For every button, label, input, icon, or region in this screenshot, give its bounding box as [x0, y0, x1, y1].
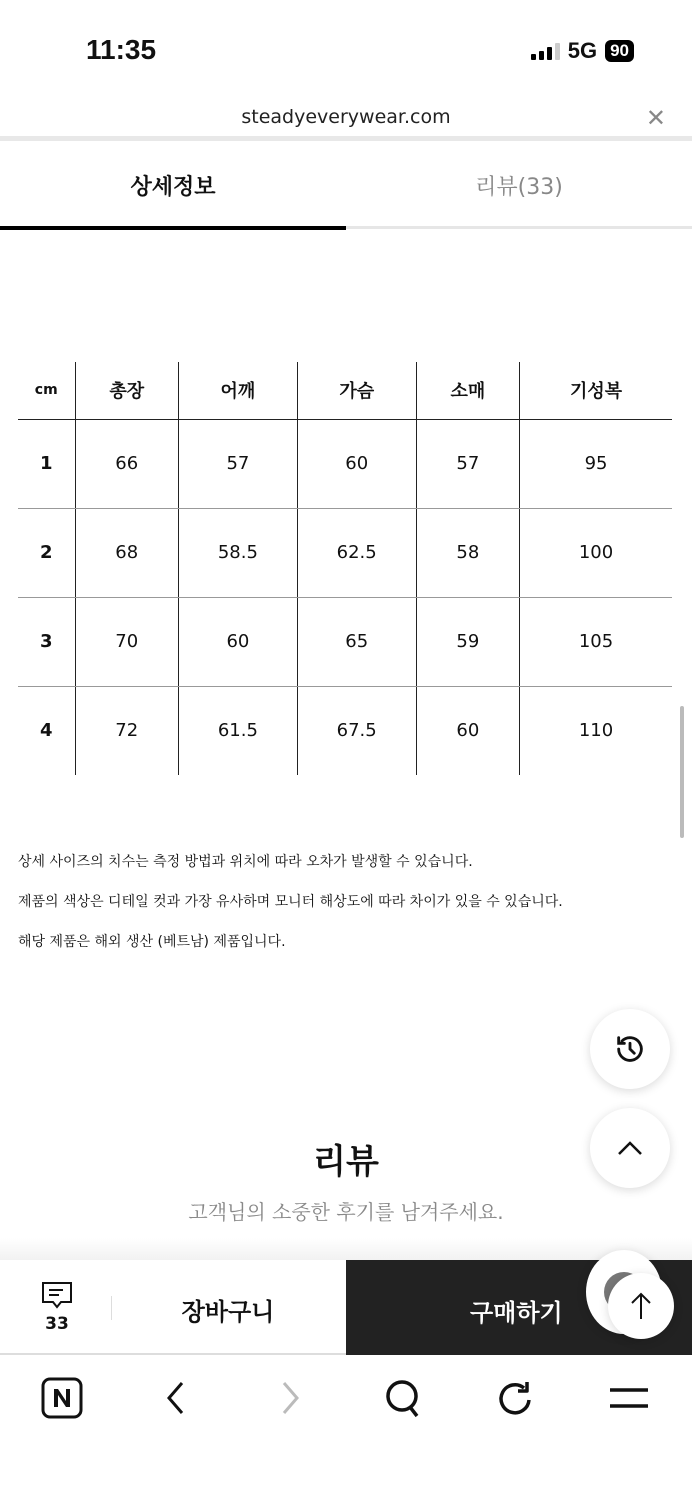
- naver-icon: [41, 1377, 83, 1419]
- url-bar[interactable]: steadyeverywear.com: [241, 106, 451, 128]
- menu-button[interactable]: [594, 1376, 664, 1420]
- close-icon[interactable]: ✕: [645, 104, 666, 132]
- buy-label: 구매하기: [470, 1299, 563, 1327]
- note-text: 해당 제품은 해외 생산 (베트남) 제품입니다.: [18, 934, 286, 950]
- header-cell: 소매: [416, 362, 519, 419]
- review-title: 리뷰: [313, 1142, 379, 1182]
- header-cell: 총장: [75, 362, 178, 419]
- table-cell: 67.5: [297, 686, 416, 775]
- note-text: 제품의 색상은 디테일 컷과 가장 유사하며 모니터 해상도에 따라 차이가 있을 수 있습니다.: [18, 894, 563, 910]
- table-row: [18, 508, 672, 597]
- network-label: 5G: [567, 38, 598, 63]
- search-icon: [383, 1377, 423, 1419]
- signal-icon: [531, 42, 560, 60]
- table-cell: 59: [416, 597, 519, 686]
- table-cell: 105: [520, 597, 672, 686]
- header-cell: 기성복: [520, 362, 672, 419]
- table-cell: 4: [39, 720, 53, 742]
- forward-button[interactable]: [255, 1376, 325, 1420]
- arrow-up-icon: [629, 1291, 653, 1321]
- table-cell: 61.5: [178, 686, 297, 775]
- chevron-right-icon: [278, 1380, 302, 1416]
- tab-reviews[interactable]: 리뷰(33): [475, 175, 563, 200]
- status-time: 11:35: [86, 34, 157, 65]
- header-cell: 어깨: [178, 362, 297, 419]
- history-icon: [613, 1032, 647, 1066]
- header-cell: cm: [18, 362, 75, 419]
- divider: [111, 1296, 112, 1320]
- review-count: 33: [45, 1314, 69, 1334]
- reload-icon: [497, 1378, 535, 1418]
- search-button[interactable]: [368, 1376, 438, 1420]
- table-row: [18, 597, 672, 686]
- tab-details[interactable]: 상세정보: [130, 175, 216, 200]
- table-cell: 57: [178, 419, 297, 508]
- table-cell: 100: [520, 508, 672, 597]
- table-cell: 58: [416, 508, 519, 597]
- divider: [0, 136, 692, 141]
- recent-history-button[interactable]: [590, 1009, 670, 1089]
- reload-button[interactable]: [481, 1376, 551, 1420]
- table-cell: 2: [18, 508, 75, 597]
- table-row: [18, 419, 672, 508]
- table-cell: 68: [75, 508, 178, 597]
- naver-home-button[interactable]: [27, 1376, 97, 1420]
- table-cell: 70: [75, 597, 178, 686]
- table-row: [18, 686, 672, 775]
- cart-button[interactable]: 장바구니: [181, 1298, 275, 1326]
- chevron-left-icon: [164, 1380, 188, 1416]
- table-cell: 58.5: [178, 508, 297, 597]
- scroll-top-button[interactable]: [608, 1273, 674, 1339]
- battery-icon: 90: [605, 40, 634, 62]
- shadow: [0, 1238, 692, 1260]
- active-tab-indicator: [0, 226, 346, 230]
- table-cell: 72: [75, 686, 178, 775]
- table-cell: 57: [416, 419, 519, 508]
- table-cell: 60: [297, 419, 416, 508]
- size-table: [18, 362, 672, 775]
- table-cell: 3: [18, 597, 75, 686]
- table-header-row: [18, 362, 672, 419]
- status-icons: [531, 38, 634, 64]
- back-button[interactable]: [141, 1376, 211, 1420]
- header-cell: 가슴: [297, 362, 416, 419]
- table-cell: 1: [18, 419, 75, 508]
- menu-icon: [609, 1386, 649, 1410]
- table-cell: 60: [178, 597, 297, 686]
- comment-icon: [40, 1280, 74, 1310]
- table-cell: 95: [520, 419, 672, 508]
- table-cell: 65: [297, 597, 416, 686]
- table-cell: 110: [520, 686, 672, 775]
- note-text: 상세 사이즈의 치수는 측정 방법과 위치에 따라 오차가 발생할 수 있습니다.: [18, 854, 473, 870]
- review-subtitle: 고객님의 소중한 후기를 남겨주세요.: [188, 1200, 504, 1224]
- table-cell: 66: [75, 419, 178, 508]
- table-cell: 60: [416, 686, 519, 775]
- table-cell: 62.5: [297, 508, 416, 597]
- review-count-button[interactable]: [38, 1280, 76, 1334]
- scrollbar[interactable]: [680, 706, 684, 838]
